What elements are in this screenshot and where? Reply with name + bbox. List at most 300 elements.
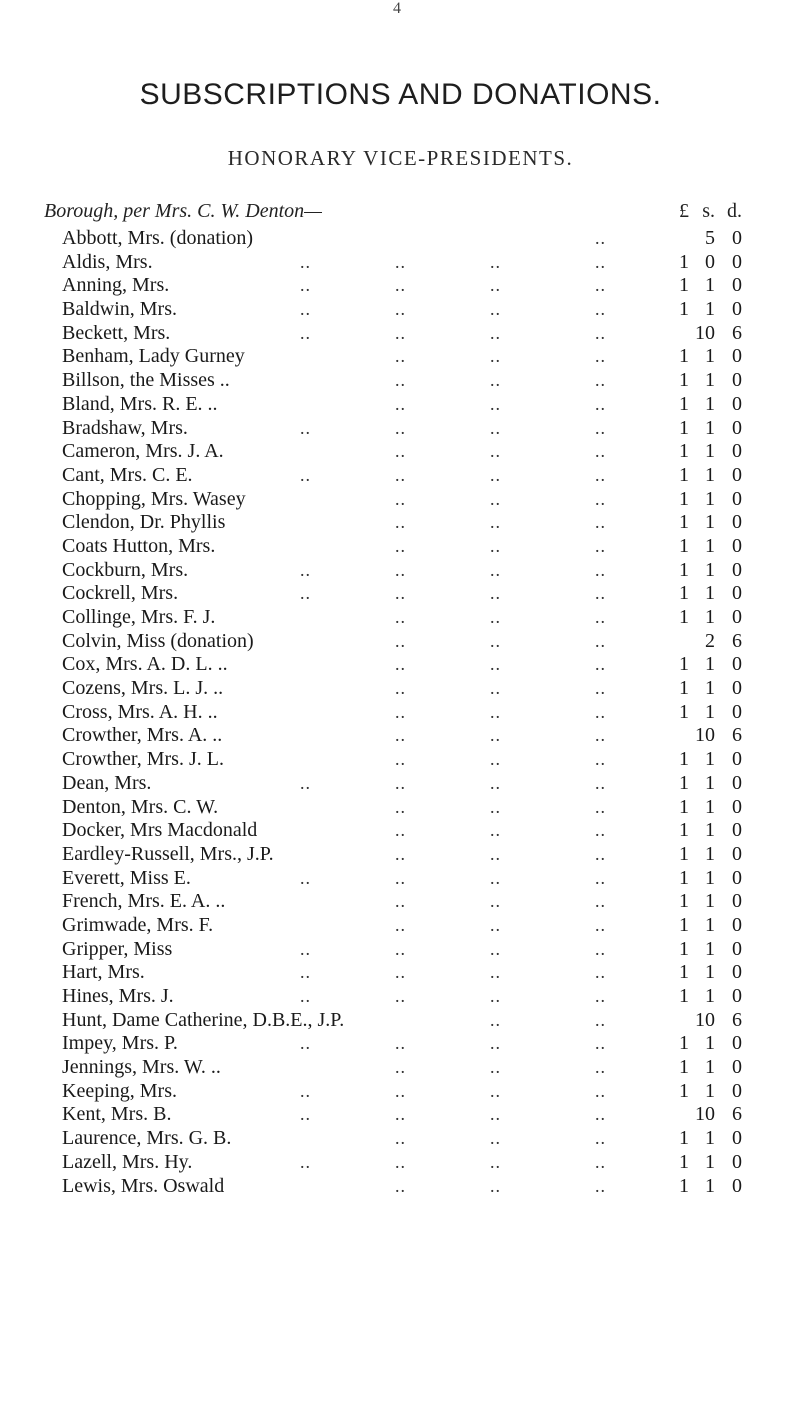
pence-amount: 0 (732, 866, 742, 889)
dot-leader: .. (300, 299, 311, 320)
shillings-amount: 1 (705, 582, 715, 605)
shillings-amount: 1 (705, 748, 715, 771)
dot-leader: .. (595, 299, 606, 320)
shillings-amount: 1 (705, 819, 715, 842)
shillings-amount: 1 (705, 653, 715, 676)
pence-amount: 0 (732, 511, 742, 534)
dot-leader: .. (595, 938, 606, 959)
pounds-amount: 1 (679, 369, 689, 392)
pence-amount: 0 (732, 463, 742, 486)
dot-leader: .. (300, 867, 311, 888)
shillings-amount: 1 (705, 842, 715, 865)
pence-amount: 0 (732, 677, 742, 700)
donor-name: Abbott, Mrs. (donation) (62, 227, 254, 249)
list-item (0, 938, 801, 962)
dot-leader: .. (490, 393, 501, 414)
dot-leader: .. (395, 962, 406, 983)
pence-amount: 0 (732, 890, 742, 913)
pounds-amount: 1 (679, 748, 689, 771)
borough-heading: Borough, per Mrs. C. W. Denton— (44, 200, 322, 222)
dot-leader: .. (490, 535, 501, 556)
pounds-amount: 1 (679, 558, 689, 581)
list-item (0, 322, 801, 346)
dot-leader: .. (490, 512, 501, 533)
shillings-amount: 2 (705, 629, 715, 652)
pence-amount: 0 (732, 819, 742, 842)
dot-leader: .. (300, 1151, 311, 1172)
dot-leader: .. (300, 986, 311, 1006)
dot-leader: .. (395, 1104, 406, 1125)
list-item (0, 1032, 801, 1056)
pounds-amount: 1 (679, 487, 689, 510)
dot-leader: .. (395, 299, 406, 320)
donor-name: Hines, Mrs. J. (62, 985, 174, 1007)
dot-leader: .. (490, 630, 501, 651)
dot-leader: .. (490, 1104, 501, 1125)
dot-leader: .. (595, 488, 606, 509)
shillings-amount: 1 (705, 345, 715, 368)
dot-leader: .. (395, 749, 406, 770)
shillings-amount: 1 (705, 392, 715, 415)
dot-leader: .. (395, 1033, 406, 1054)
shillings-amount: 1 (705, 487, 715, 510)
list-item (0, 464, 801, 488)
dot-leader: .. (395, 630, 406, 651)
list-item (0, 606, 801, 630)
dot-leader: .. (490, 938, 501, 959)
pence-amount: 0 (732, 298, 742, 321)
dot-leader: .. (595, 275, 606, 296)
page-number: 4 (393, 0, 401, 17)
donor-name: Anning, Mrs. (62, 274, 170, 297)
shillings-amount: 1 (705, 1174, 715, 1197)
dot-leader: .. (595, 867, 606, 888)
list-item (0, 724, 801, 748)
donor-name: Aldis, Mrs. (62, 250, 153, 273)
dot-leader: .. (490, 725, 501, 746)
pounds-amount: 1 (679, 771, 689, 794)
donor-name: Cockrell, Mrs. (62, 582, 179, 605)
donor-name: Kent, Mrs. B. (62, 1103, 172, 1126)
dot-leader: .. (300, 464, 311, 485)
dot-leader: .. (595, 962, 606, 983)
donor-name: Crowther, Mrs. A. .. (62, 724, 223, 747)
shillings-amount: 10 (695, 1008, 715, 1031)
dot-leader: .. (395, 867, 406, 888)
dot-leader: .. (595, 891, 606, 912)
dot-leader: .. (595, 1175, 606, 1196)
dot-leader: .. (395, 654, 406, 675)
dot-leader: .. (300, 417, 311, 438)
list-item (0, 630, 801, 654)
pounds-amount: 1 (679, 1079, 689, 1102)
pence-amount: 0 (732, 274, 742, 297)
dot-leader: .. (395, 559, 406, 580)
dot-leader: .. (300, 559, 311, 580)
pence-amount: 0 (732, 1032, 742, 1055)
dot-leader: .. (395, 370, 406, 391)
dot-leader: .. (395, 1151, 406, 1172)
dot-leader: .. (490, 891, 501, 912)
dot-leader: .. (490, 772, 501, 793)
pounds-amount: 1 (679, 274, 689, 297)
pence-amount: 6 (732, 724, 742, 747)
dot-leader: .. (395, 772, 406, 793)
dot-leader: .. (395, 488, 406, 509)
donor-name: Eardley-Russell, Mrs., J.P. (62, 842, 274, 865)
shillings-amount: 1 (705, 937, 715, 960)
dot-leader: .. (595, 630, 606, 651)
donor-name: Bland, Mrs. R. E. .. (62, 392, 218, 415)
pounds-amount: 1 (679, 440, 689, 463)
list-item (0, 985, 801, 1009)
pence-amount: 0 (732, 558, 742, 581)
shillings-amount: 1 (705, 1032, 715, 1055)
donor-name: Beckett, Mrs. (62, 321, 171, 344)
pence-amount: 0 (732, 771, 742, 794)
dot-leader: .. (490, 322, 501, 343)
shillings-amount: 1 (705, 298, 715, 321)
list-item (0, 796, 801, 820)
donor-name: Chopping, Mrs. Wasey (62, 487, 246, 510)
dot-leader: .. (395, 464, 406, 485)
shillings-amount: 1 (705, 913, 715, 936)
dot-leader: .. (490, 583, 501, 604)
dot-leader: .. (395, 441, 406, 462)
dot-leader: .. (595, 986, 606, 1006)
list-item (0, 227, 801, 251)
dot-leader: .. (395, 843, 406, 864)
list-item (0, 1127, 801, 1151)
dot-leader: .. (395, 607, 406, 627)
dot-leader: .. (595, 607, 606, 627)
shillings-amount: 1 (705, 771, 715, 794)
pounds-amount: 1 (679, 819, 689, 842)
pounds-amount: 1 (679, 890, 689, 913)
shillings-amount: 10 (695, 321, 715, 344)
shillings-amount: 1 (705, 534, 715, 557)
dot-leader: .. (595, 441, 606, 462)
donor-name: Cox, Mrs. A. D. L. .. (62, 653, 228, 676)
list-item (0, 511, 801, 535)
pounds-amount: 1 (679, 345, 689, 368)
pounds-amount: 1 (679, 582, 689, 605)
dot-leader: .. (595, 749, 606, 770)
dot-leader: .. (395, 1057, 406, 1078)
dot-leader: .. (300, 583, 311, 604)
donor-name: Coats Hutton, Mrs. (62, 534, 216, 557)
pounds-amount: 1 (679, 961, 689, 984)
donor-name: Collinge, Mrs. F. J. (62, 606, 216, 628)
donor-name: Cameron, Mrs. J. A. (62, 440, 224, 463)
dot-leader: .. (595, 1151, 606, 1172)
dot-leader: .. (300, 1080, 311, 1101)
pence-amount: 0 (732, 487, 742, 510)
donor-name: Benham, Lady Gurney (62, 345, 245, 368)
dot-leader: .. (595, 701, 606, 722)
pence-amount: 0 (732, 1079, 742, 1102)
dot-leader: .. (300, 772, 311, 793)
donor-name: Cant, Mrs. C. E. (62, 463, 193, 486)
shillings-amount: 1 (705, 558, 715, 581)
dot-leader: .. (395, 820, 406, 841)
list-item (0, 1103, 801, 1127)
donor-name: Cockburn, Mrs. (62, 558, 189, 581)
pence-amount: 6 (732, 1103, 742, 1126)
list-item (0, 677, 801, 701)
shillings-amount: 1 (705, 700, 715, 723)
list-item (0, 417, 801, 441)
shillings-amount: 10 (695, 724, 715, 747)
donor-name: Laurence, Mrs. G. B. (62, 1127, 232, 1150)
shillings-amount: 1 (705, 1079, 715, 1102)
dot-leader: .. (595, 914, 606, 935)
dot-leader: .. (490, 1009, 501, 1030)
dot-leader: .. (490, 1057, 501, 1078)
dot-leader: .. (490, 986, 501, 1006)
dot-leader: .. (395, 678, 406, 699)
pence-amount: 0 (732, 416, 742, 439)
pounds-amount: 1 (679, 866, 689, 889)
dot-leader: .. (490, 1080, 501, 1101)
list-item (0, 274, 801, 298)
list-item (0, 772, 801, 796)
pounds-amount: 1 (679, 937, 689, 960)
dot-leader: .. (490, 749, 501, 770)
dot-leader: .. (490, 488, 501, 509)
dot-leader: .. (595, 1104, 606, 1125)
pence-amount: 0 (732, 582, 742, 605)
pounds-amount: 1 (679, 795, 689, 818)
dot-leader: .. (395, 583, 406, 604)
dot-leader: .. (595, 725, 606, 746)
dot-leader: .. (395, 417, 406, 438)
dot-leader: .. (595, 393, 606, 414)
dot-leader: .. (395, 914, 406, 935)
shillings-amount: 1 (705, 795, 715, 818)
dot-leader: .. (490, 1175, 501, 1196)
shillings-column-header: s. (702, 200, 715, 222)
dot-leader: .. (490, 1151, 501, 1172)
dot-leader: .. (395, 701, 406, 722)
pence-amount: 0 (732, 250, 742, 273)
list-item (0, 251, 801, 275)
dot-leader: .. (595, 346, 606, 367)
shillings-amount: 0 (705, 250, 715, 273)
list-item (0, 559, 801, 583)
list-item (0, 440, 801, 464)
donor-name: Bradshaw, Mrs. (62, 416, 188, 439)
dot-leader: .. (490, 417, 501, 438)
list-item (0, 1175, 801, 1199)
pounds-amount: 1 (679, 511, 689, 534)
dot-leader: .. (395, 1175, 406, 1196)
shillings-amount: 10 (695, 1103, 715, 1126)
pence-amount: 0 (732, 913, 742, 936)
dot-leader: .. (490, 251, 501, 272)
pounds-amount: 1 (679, 842, 689, 865)
dot-leader: .. (490, 607, 501, 627)
dot-leader: .. (595, 1057, 606, 1078)
dot-leader: .. (490, 796, 501, 817)
shillings-amount: 1 (705, 1127, 715, 1150)
pounds-amount: 1 (679, 677, 689, 700)
pence-amount: 0 (732, 227, 742, 249)
dot-leader: .. (595, 512, 606, 533)
list-item (0, 701, 801, 725)
list-item (0, 867, 801, 891)
dot-leader: .. (595, 1009, 606, 1030)
pounds-amount: 1 (679, 416, 689, 439)
shillings-amount: 1 (705, 416, 715, 439)
dot-leader: .. (595, 370, 606, 391)
dot-leader: .. (300, 938, 311, 959)
shillings-amount: 1 (705, 369, 715, 392)
dot-leader: .. (595, 583, 606, 604)
dot-leader: .. (595, 654, 606, 675)
dot-leader: .. (395, 393, 406, 414)
pence-amount: 0 (732, 961, 742, 984)
pence-amount: 0 (732, 534, 742, 557)
list-item (0, 488, 801, 512)
shillings-amount: 1 (705, 961, 715, 984)
list-item (0, 843, 801, 867)
pence-amount: 0 (732, 1150, 742, 1173)
dot-leader: .. (395, 938, 406, 959)
dot-leader: .. (595, 464, 606, 485)
donor-name: Clendon, Dr. Phyllis (62, 511, 226, 534)
donor-name: Baldwin, Mrs. (62, 298, 177, 321)
shillings-amount: 5 (705, 227, 715, 249)
dot-leader: .. (490, 464, 501, 485)
dot-leader: .. (490, 843, 501, 864)
donor-name: Lewis, Mrs. Oswald (62, 1174, 225, 1197)
pence-amount: 0 (732, 369, 742, 392)
donor-name: Lazell, Mrs. Hy. (62, 1150, 193, 1173)
subscription-list (0, 227, 801, 1198)
pounds-amount: 1 (679, 392, 689, 415)
dot-leader: .. (300, 1033, 311, 1054)
pounds-amount: 1 (679, 1032, 689, 1055)
dot-leader: .. (595, 228, 606, 248)
pounds-amount: 1 (679, 1127, 689, 1150)
dot-leader: .. (395, 796, 406, 817)
pence-amount: 0 (732, 440, 742, 463)
pence-amount: 0 (732, 748, 742, 771)
dot-leader: .. (490, 1128, 501, 1149)
dot-leader: .. (490, 654, 501, 675)
list-item (0, 653, 801, 677)
list-item (0, 535, 801, 559)
shillings-amount: 1 (705, 511, 715, 534)
pence-amount: 6 (732, 629, 742, 652)
donor-name: Cozens, Mrs. L. J. .. (62, 677, 224, 700)
shillings-amount: 1 (705, 866, 715, 889)
dot-leader: .. (490, 914, 501, 935)
donor-name: Crowther, Mrs. J. L. (62, 748, 224, 771)
dot-leader: .. (595, 322, 606, 343)
donor-name: French, Mrs. E. A. .. (62, 890, 226, 913)
list-item (0, 298, 801, 322)
dot-leader: .. (300, 962, 311, 983)
dot-leader: .. (395, 346, 406, 367)
list-item (0, 393, 801, 417)
dot-leader: .. (490, 346, 501, 367)
pounds-amount: 1 (679, 913, 689, 936)
shillings-amount: 1 (705, 463, 715, 486)
pounds-amount: 1 (679, 534, 689, 557)
dot-leader: .. (300, 322, 311, 343)
list-item (0, 1056, 801, 1080)
dot-leader: .. (595, 1080, 606, 1101)
donor-name: Keeping, Mrs. (62, 1079, 177, 1102)
dot-leader: .. (595, 535, 606, 556)
dot-leader: .. (395, 535, 406, 556)
list-item (0, 1080, 801, 1104)
dot-leader: .. (595, 678, 606, 699)
list-item (0, 914, 801, 938)
shillings-amount: 1 (705, 274, 715, 297)
dot-leader: .. (595, 559, 606, 580)
dot-leader: .. (395, 986, 406, 1006)
shillings-amount: 1 (705, 677, 715, 700)
shillings-amount: 1 (705, 985, 715, 1007)
list-item (0, 1151, 801, 1175)
pence-amount: 0 (732, 937, 742, 960)
pounds-column-header: £ (679, 200, 689, 222)
pence-amount: 0 (732, 392, 742, 415)
dot-leader: .. (300, 1104, 311, 1125)
dot-leader: .. (595, 1033, 606, 1054)
dot-leader: .. (595, 251, 606, 272)
shillings-amount: 1 (705, 890, 715, 913)
pounds-amount: 1 (679, 298, 689, 321)
dot-leader: .. (490, 441, 501, 462)
pence-amount: 6 (732, 321, 742, 344)
pence-amount: 0 (732, 606, 742, 628)
dot-leader: .. (395, 1128, 406, 1149)
pence-amount: 0 (732, 1127, 742, 1150)
list-item (0, 819, 801, 843)
pounds-amount: 1 (679, 653, 689, 676)
dot-leader: .. (395, 725, 406, 746)
dot-leader: .. (490, 701, 501, 722)
donor-name: Billson, the Misses .. (62, 369, 230, 392)
pounds-amount: 1 (679, 250, 689, 273)
section-subtitle: HONORARY VICE-PRESIDENTS. (227, 146, 574, 170)
list-item (0, 369, 801, 393)
donor-name: Hunt, Dame Catherine, D.B.E., J.P. (62, 1008, 345, 1031)
dot-leader: .. (490, 275, 501, 296)
dot-leader: .. (490, 820, 501, 841)
pence-amount: 0 (732, 985, 742, 1007)
dot-leader: .. (595, 820, 606, 841)
list-item (0, 748, 801, 772)
pounds-amount: 1 (679, 1150, 689, 1173)
dot-leader: .. (595, 1128, 606, 1149)
pence-amount: 0 (732, 345, 742, 368)
pence-amount: 0 (732, 700, 742, 723)
dot-leader: .. (595, 417, 606, 438)
pounds-amount: 1 (679, 700, 689, 723)
pounds-amount: 1 (679, 463, 689, 486)
pence-column-header: d. (727, 200, 742, 222)
dot-leader: .. (395, 891, 406, 912)
donor-name: Cross, Mrs. A. H. .. (62, 700, 218, 723)
dot-leader: .. (395, 1080, 406, 1101)
dot-leader: .. (490, 299, 501, 320)
donor-name: Gripper, Miss (62, 937, 173, 960)
